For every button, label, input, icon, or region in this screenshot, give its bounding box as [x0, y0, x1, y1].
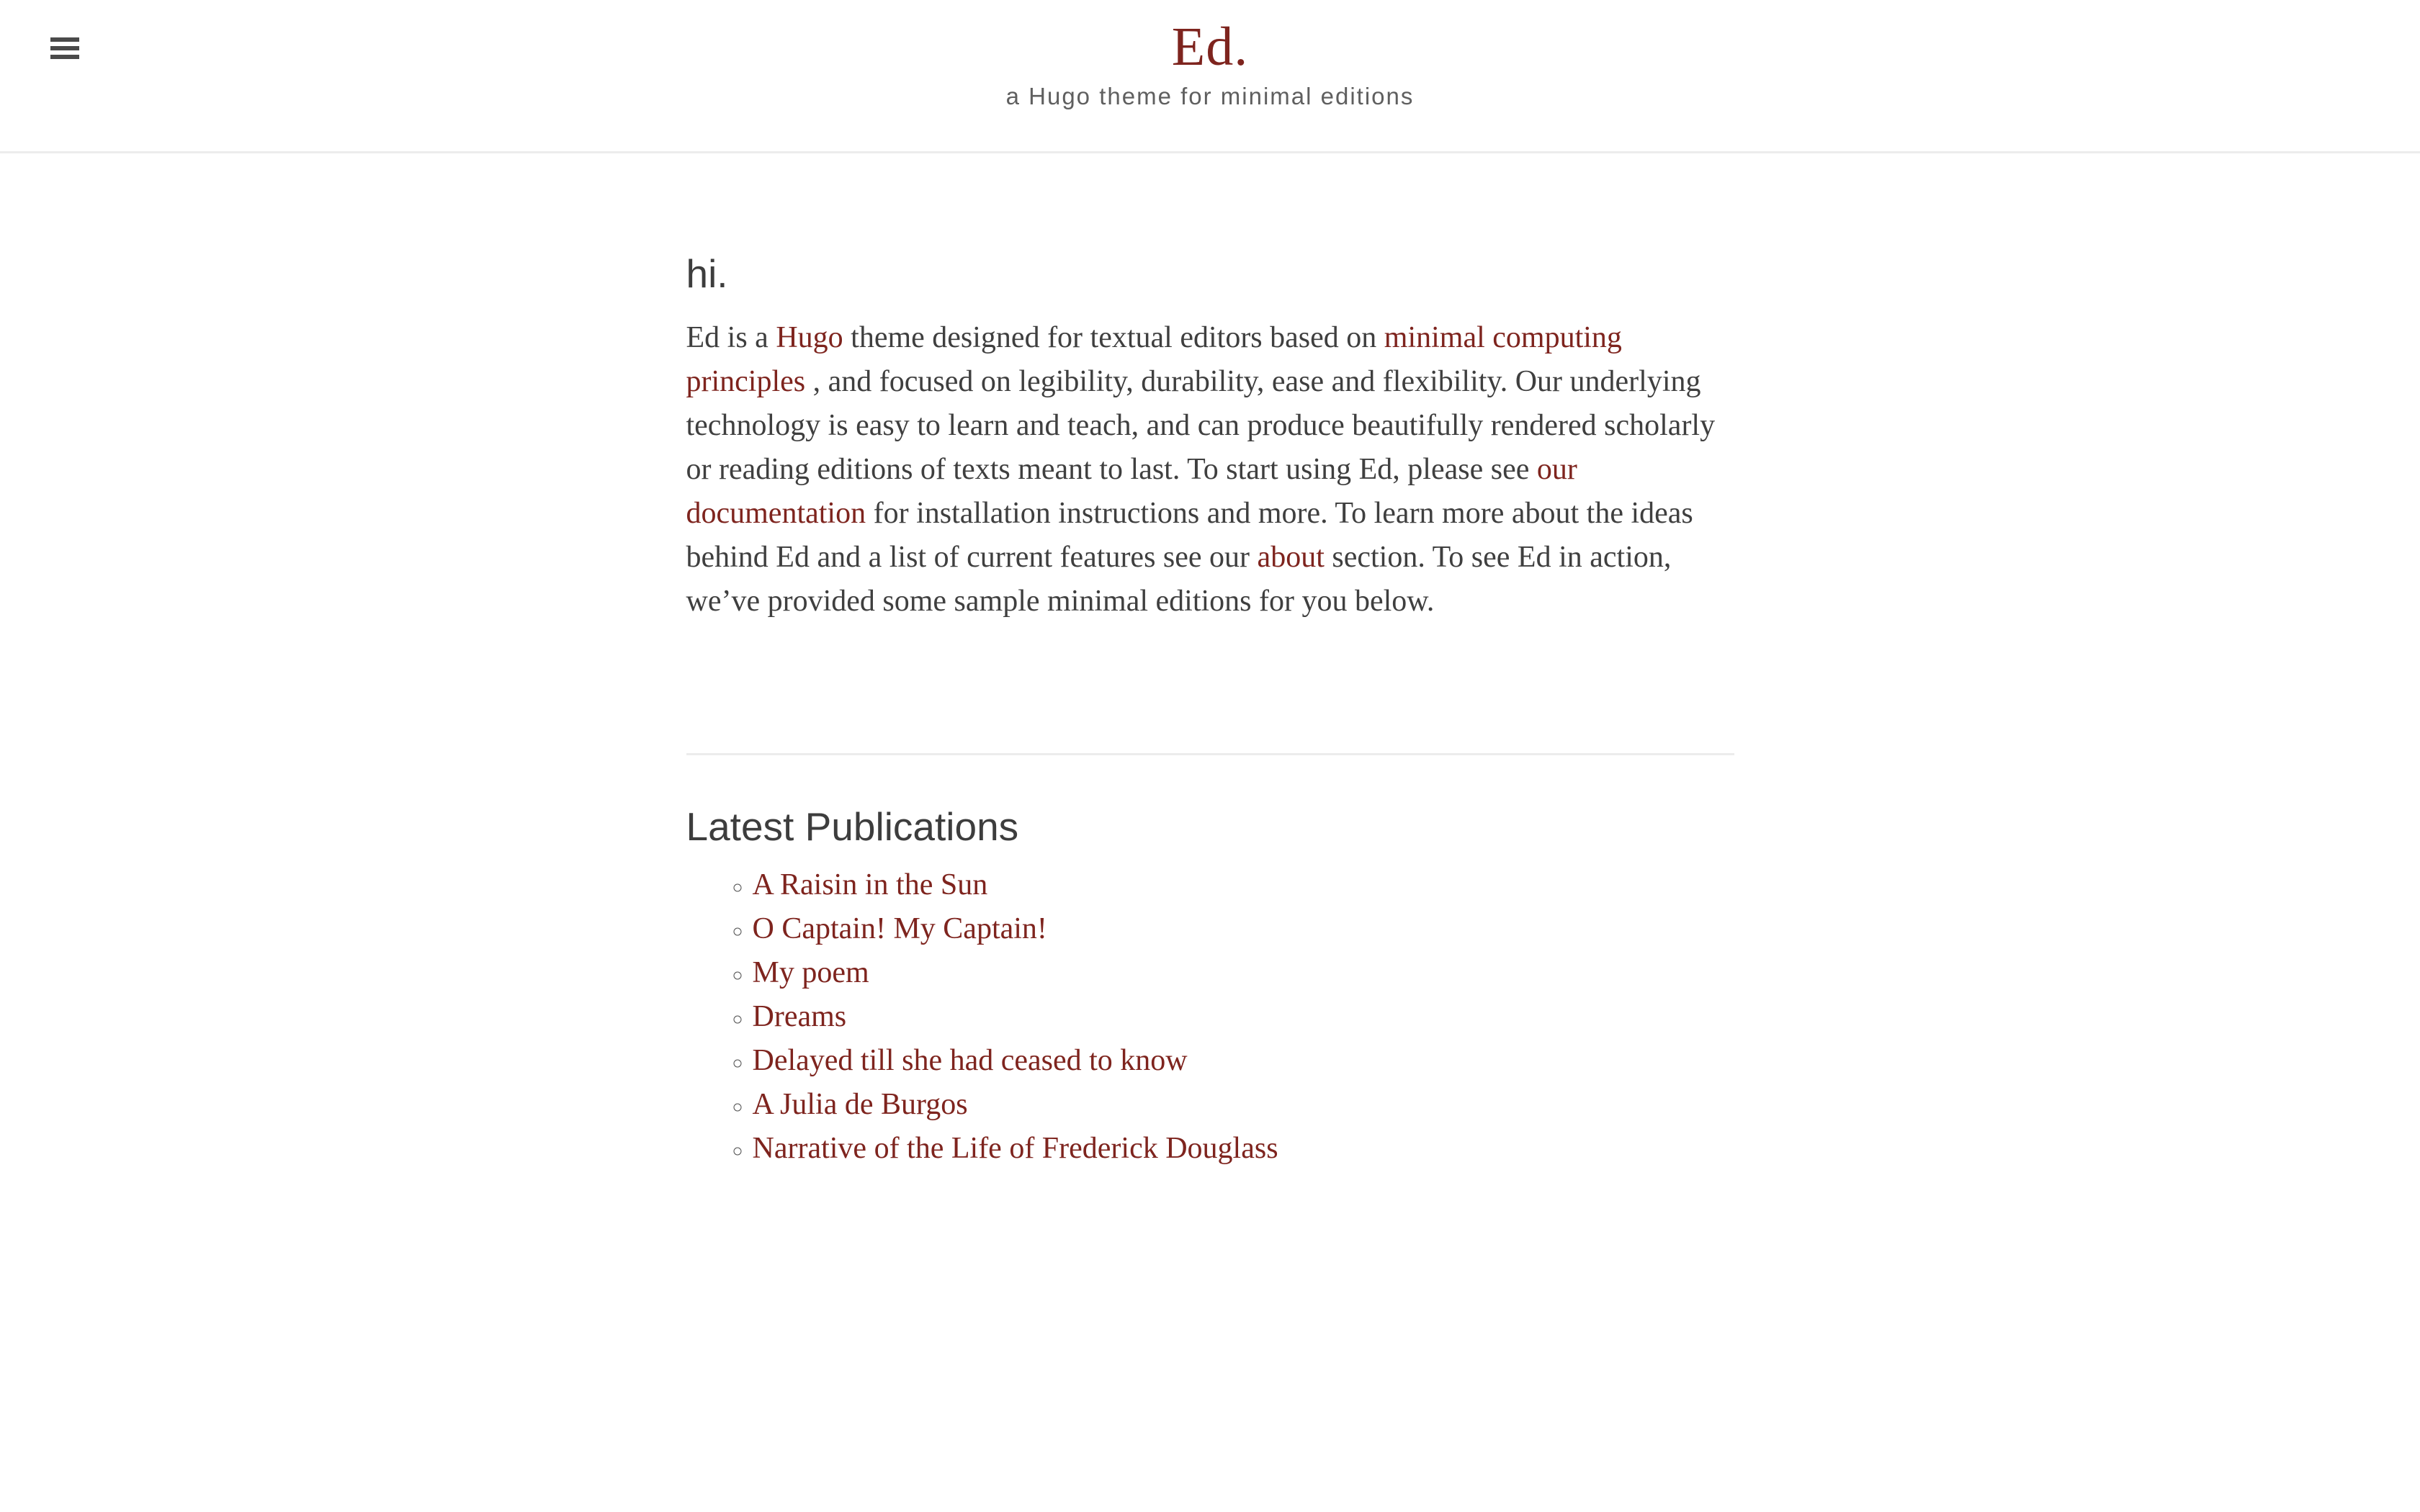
list-item — [753, 863, 1734, 907]
section-divider — [686, 753, 1734, 755]
publication-link[interactable]: Dreams — [752, 1000, 847, 1033]
site-header — [0, 0, 2420, 153]
publication-link[interactable]: O Captain! My Captain! — [752, 912, 1047, 945]
paragraph-text: for installation instructions and more. To learn more about the ideas behind Ed and a list of current features see our — [686, 497, 1693, 574]
intro-paragraph — [686, 316, 1734, 624]
content-column — [686, 250, 1734, 1171]
menu-button[interactable] — [50, 37, 79, 59]
list-item — [753, 907, 1734, 951]
list-item — [753, 1083, 1734, 1127]
site-title[interactable]: Ed. — [1171, 17, 1249, 77]
publication-link[interactable]: A Julia de Burgos — [752, 1088, 968, 1121]
publication-link[interactable]: Narrative of the Life of Frederick Douglass — [752, 1132, 1278, 1165]
publications-list — [686, 863, 1734, 1171]
paragraph-text: , and focused on legibility, durability, ease and flexibility. Our underlying technology is easy to learn and teach, and can produce beautifully rendered scholarly or reading editions of texts meant to last. To start using Ed, please see — [686, 365, 1716, 486]
publications-heading: Latest Publications — [686, 804, 1019, 849]
inline-link[interactable]: our documentation — [686, 453, 1577, 530]
paragraph-text: Ed is a — [686, 321, 776, 354]
publication-link[interactable]: My poem — [752, 956, 869, 989]
hamburger-icon — [50, 37, 79, 59]
publication-link[interactable]: Delayed till she had ceased to know — [752, 1044, 1188, 1077]
paragraph-text: theme designed for textual editors based on — [843, 321, 1384, 354]
list-item — [753, 1127, 1734, 1171]
paragraph-text: section. To see Ed in action, we’ve provided some sample minimal editions for you below. — [686, 541, 1672, 618]
publication-link[interactable]: A Raisin in the Sun — [752, 868, 988, 901]
site-subtitle: a Hugo theme for minimal editions — [1005, 83, 1415, 109]
list-item — [753, 995, 1734, 1039]
intro-heading: hi. — [686, 251, 728, 296]
inline-link[interactable]: minimal computing principles — [686, 321, 1622, 398]
list-item — [753, 1039, 1734, 1083]
inline-link[interactable]: about — [1257, 541, 1325, 574]
list-item — [753, 951, 1734, 995]
inline-link[interactable]: Hugo — [776, 321, 843, 354]
